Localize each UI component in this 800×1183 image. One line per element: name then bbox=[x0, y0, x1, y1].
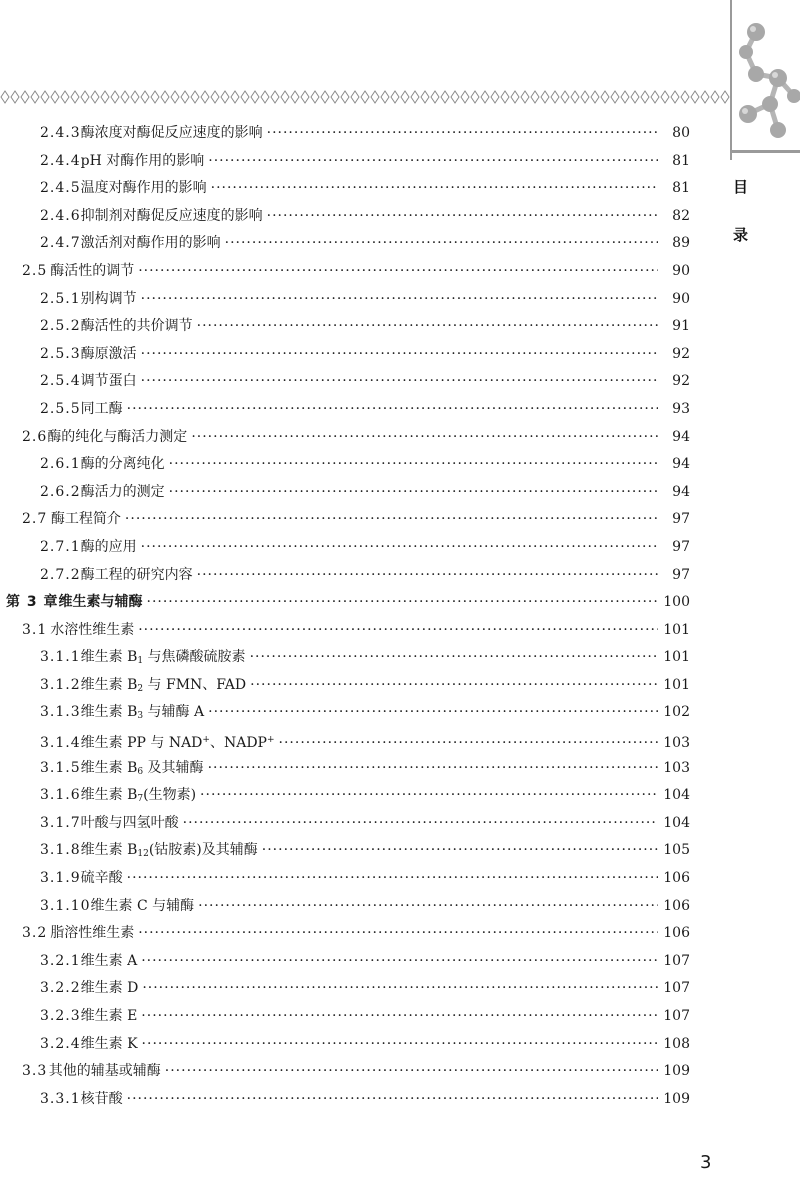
toc-leader-dots bbox=[197, 313, 658, 341]
toc-entry[interactable] bbox=[0, 1058, 700, 1086]
toc-entry-number: 2.4.4 bbox=[40, 152, 81, 169]
toc-entry-title-text: 维生素 E bbox=[80, 1008, 138, 1024]
toc-entry-page: 93 bbox=[672, 400, 690, 417]
toc-entry-title bbox=[81, 313, 193, 341]
toc-entry-title bbox=[81, 148, 205, 176]
toc-entry[interactable] bbox=[0, 699, 700, 727]
toc-entry-subscript: 3 bbox=[137, 711, 144, 722]
toc-entry-title-text: 硫辛酸 bbox=[80, 870, 123, 887]
toc-entry-page: 101 bbox=[663, 621, 690, 638]
toc-leader-dots bbox=[200, 782, 658, 810]
toc-entry-subscript: 12 bbox=[137, 849, 149, 860]
toc-entry-number: 3.3 bbox=[22, 1063, 48, 1080]
toc-entry-subscript: 6 bbox=[137, 766, 144, 777]
toc-entry[interactable] bbox=[0, 313, 700, 341]
toc-entry-title-text: 其他的辅基或辅酶 bbox=[48, 1063, 161, 1080]
molecule-icon bbox=[734, 18, 800, 148]
toc-entry-page: 101 bbox=[663, 649, 690, 666]
toc-entry-number: 2.6.2 bbox=[40, 483, 81, 500]
toc-leader-dots bbox=[267, 203, 658, 231]
toc-entry-title bbox=[81, 1086, 123, 1114]
toc-entry-page: 107 bbox=[663, 952, 690, 969]
toc-entry-title-text: 维生素 PP 与 NAD bbox=[80, 735, 203, 752]
toc-entry[interactable] bbox=[0, 589, 700, 617]
toc-entry-number: 2.4.6 bbox=[40, 207, 81, 224]
toc-entry[interactable] bbox=[0, 479, 700, 507]
toc-entry-number: 2.4.3 bbox=[40, 125, 81, 141]
toc-entry-title-text: 酶活性的共价调节 bbox=[80, 318, 193, 335]
toc-entry-title bbox=[81, 396, 123, 424]
side-rule-vertical bbox=[730, 0, 732, 160]
toc-entry-page: 100 bbox=[663, 594, 690, 611]
toc-entry[interactable] bbox=[0, 368, 700, 396]
toc-entry-number: 2.5 bbox=[22, 262, 48, 279]
toc-entry-title-text: 维生素 K bbox=[80, 1035, 138, 1052]
toc-entry-page: 108 bbox=[663, 1035, 690, 1052]
toc-entry-number: 3.1.5 bbox=[40, 759, 81, 776]
toc-entry-page: 90 bbox=[672, 262, 690, 279]
toc-entry-title-text: 维生素 B bbox=[80, 842, 138, 859]
toc-entry-number: 3.2.1 bbox=[40, 952, 81, 969]
toc-entry-title bbox=[81, 203, 263, 231]
toc-entry-number: 2.6 bbox=[22, 428, 48, 445]
toc-leader-dots bbox=[127, 1086, 658, 1114]
toc-entry-number: 3.2.3 bbox=[40, 1008, 81, 1024]
toc-entry-title-text: 酶的应用 bbox=[80, 538, 137, 555]
toc-entry-page: 101 bbox=[663, 676, 690, 693]
toc-entry-title-text: 酶活性的调节 bbox=[50, 262, 135, 279]
toc-entry-title-text: 别构调节 bbox=[80, 290, 137, 307]
toc-entry-number: 3.1.6 bbox=[40, 787, 81, 804]
toc-leader-dots bbox=[225, 230, 658, 258]
toc-entry-number: 2.5.3 bbox=[40, 345, 81, 362]
table-of-contents bbox=[0, 120, 700, 1113]
toc-leader-dots bbox=[125, 506, 658, 534]
toc-entry-page: 103 bbox=[663, 759, 690, 776]
toc-entry-number: 2.4.7 bbox=[40, 235, 81, 252]
toc-entry-title bbox=[47, 424, 187, 452]
toc-entry-title-text: 维生素 B bbox=[80, 759, 138, 776]
toc-entry-title bbox=[81, 341, 137, 369]
toc-entry-page: 109 bbox=[663, 1090, 690, 1107]
toc-entry-title bbox=[81, 286, 137, 314]
toc-entry[interactable] bbox=[0, 286, 700, 314]
toc-entry-page: 89 bbox=[672, 235, 690, 252]
toc-entry-title-text: 维生素与辅酶 bbox=[58, 594, 143, 611]
toc-leader-dots bbox=[197, 562, 658, 590]
toc-entry-page: 97 bbox=[672, 511, 690, 528]
toc-entry-page: 103 bbox=[663, 735, 690, 752]
toc-entry-page: 92 bbox=[672, 373, 690, 390]
toc-leader-dots bbox=[141, 534, 658, 562]
toc-leader-dots bbox=[250, 672, 658, 700]
toc-entry[interactable] bbox=[0, 148, 700, 176]
toc-entry-number: 2.7.1 bbox=[40, 538, 81, 555]
toc-entry-superscript: + bbox=[266, 735, 275, 746]
toc-entry-number: 3.3.1 bbox=[40, 1090, 81, 1107]
toc-entry-superscript: + bbox=[202, 735, 210, 746]
toc-entry-page: 104 bbox=[663, 814, 690, 831]
toc-leader-dots bbox=[198, 893, 658, 921]
toc-entry-title-text: 维生素 A bbox=[80, 952, 138, 969]
toc-entry-number: 第 3 章 bbox=[6, 594, 59, 611]
toc-entry-number: 2.7 bbox=[22, 511, 48, 528]
toc-entry-page: 106 bbox=[663, 897, 690, 914]
toc-entry-title bbox=[81, 975, 139, 1003]
toc-entry-number: 3.2 bbox=[22, 925, 48, 942]
toc-entry-title-text: 温度对酶作用的影响 bbox=[80, 180, 207, 197]
toc-leader-dots bbox=[208, 699, 658, 727]
toc-entry-title bbox=[81, 948, 138, 976]
toc-entry[interactable] bbox=[0, 451, 700, 479]
toc-entry[interactable] bbox=[0, 755, 700, 783]
toc-entry-title-text: 酶活力的测定 bbox=[80, 483, 165, 500]
toc-entry[interactable] bbox=[0, 203, 700, 231]
toc-entry-number: 3.1.4 bbox=[40, 735, 81, 752]
toc-entry-page: 109 bbox=[663, 1063, 690, 1080]
toc-entry-title-text: 脂溶性维生素 bbox=[50, 925, 135, 942]
toc-leader-dots bbox=[138, 258, 658, 286]
toc-entry-number: 2.4.5 bbox=[40, 180, 81, 197]
toc-entry-title-rest: 与焦磷酸硫胺素 bbox=[143, 649, 246, 666]
toc-entry[interactable] bbox=[0, 341, 700, 369]
toc-entry-page: 91 bbox=[672, 318, 690, 335]
toc-entry-number: 3.1.10 bbox=[40, 897, 91, 914]
toc-entry-title-text: 激活剂对酶作用的影响 bbox=[80, 235, 221, 252]
toc-entry-title-text: 维生素 B bbox=[80, 649, 138, 666]
toc-entry-number: 2.5.1 bbox=[40, 290, 81, 307]
toc-entry-number: 2.6.1 bbox=[40, 456, 81, 473]
toc-entry-title-text: 酶工程的研究内容 bbox=[80, 566, 193, 583]
toc-entry-number: 3.1.3 bbox=[40, 704, 81, 721]
decorative-border bbox=[0, 90, 730, 104]
toc-leader-dots bbox=[279, 730, 658, 758]
toc-entry-page: 107 bbox=[663, 1008, 690, 1024]
toc-entry[interactable] bbox=[0, 948, 700, 976]
toc-entry-page: 90 bbox=[672, 290, 690, 307]
toc-entry[interactable] bbox=[0, 920, 700, 948]
toc-entry-number: 3.1.2 bbox=[40, 676, 81, 693]
toc-entry[interactable] bbox=[0, 782, 700, 810]
toc-leader-dots bbox=[147, 589, 659, 617]
toc-leader-dots bbox=[141, 1003, 658, 1031]
toc-entry-title-text: 维生素 B bbox=[80, 704, 138, 721]
toc-entry[interactable] bbox=[0, 1003, 700, 1031]
toc-entry-page: 94 bbox=[672, 456, 690, 473]
toc-entry[interactable] bbox=[0, 644, 700, 672]
toc-entry-number: 3.2.2 bbox=[40, 980, 81, 997]
toc-entry-title-rest: 及其辅酶 bbox=[143, 759, 204, 776]
toc-entry-number: 3.1.7 bbox=[40, 814, 81, 831]
toc-entry-title-rest: 与 FMN、FAD bbox=[143, 676, 247, 693]
toc-entry-title-text: 调节蛋白 bbox=[80, 373, 137, 390]
toc-entry-title bbox=[81, 1003, 138, 1031]
toc-leader-dots bbox=[191, 424, 658, 452]
toc-entry[interactable] bbox=[0, 837, 700, 865]
toc-entry-title-text: 酶原激活 bbox=[80, 345, 137, 362]
toc-entry[interactable] bbox=[0, 865, 700, 893]
toc-leader-dots bbox=[262, 837, 658, 865]
toc-entry-subscript: 7 bbox=[137, 794, 144, 805]
toc-entry-title bbox=[81, 727, 275, 758]
toc-leader-dots bbox=[141, 368, 658, 396]
toc-entry-number: 2.5.2 bbox=[40, 318, 81, 335]
toc-entry[interactable] bbox=[0, 672, 700, 700]
toc-entry-page: 94 bbox=[672, 428, 690, 445]
toc-entry[interactable] bbox=[0, 534, 700, 562]
toc-entry-page: 104 bbox=[663, 787, 690, 804]
toc-leader-dots bbox=[165, 1058, 658, 1086]
toc-entry-number: 3.1.1 bbox=[40, 649, 81, 666]
toc-entry-page: 81 bbox=[672, 152, 690, 169]
toc-leader-dots bbox=[169, 451, 658, 479]
toc-entry-title bbox=[81, 865, 123, 893]
toc-entry-title-text: 酶的纯化与酶活力测定 bbox=[47, 428, 188, 445]
toc-entry-title-text: 维生素 B bbox=[80, 676, 138, 693]
toc-entry-title bbox=[81, 534, 137, 562]
toc-entry[interactable] bbox=[0, 1031, 700, 1059]
toc-entry[interactable] bbox=[0, 893, 700, 921]
toc-entry-title-text: 酶工程简介 bbox=[50, 511, 121, 528]
toc-entry-number: 3.2.4 bbox=[40, 1035, 81, 1052]
toc-entry[interactable] bbox=[0, 230, 700, 258]
toc-entry-title bbox=[51, 506, 121, 534]
toc-entry-page: 82 bbox=[672, 207, 690, 224]
toc-entry-title-rest: (钴胺素)及其辅酶 bbox=[148, 842, 258, 859]
toc-entry[interactable] bbox=[0, 1086, 700, 1114]
toc-entry-title-text: 酶的分离纯化 bbox=[80, 456, 165, 473]
toc-entry-title-text: 酶浓度对酶促反应速度的影响 bbox=[80, 125, 263, 141]
toc-entry-title-rest: (生物素) bbox=[143, 787, 197, 804]
toc-entry-title-text: 维生素 C 与辅酶 bbox=[90, 897, 195, 914]
toc-entry-title-rest: 、NADP bbox=[209, 735, 267, 752]
toc-leader-dots bbox=[208, 755, 658, 783]
toc-leader-dots bbox=[141, 286, 658, 314]
toc-entry-page: 81 bbox=[672, 180, 690, 197]
toc-entry-title-text: 叶酸与四氢叶酸 bbox=[80, 814, 179, 831]
toc-entry-title bbox=[91, 893, 195, 921]
toc-entry-number: 3.1 bbox=[22, 621, 48, 638]
toc-entry-title bbox=[50, 617, 134, 645]
toc-entry-page: 80 bbox=[672, 125, 690, 141]
toc-entry-page: 106 bbox=[663, 870, 690, 887]
side-title-char-2: 录 bbox=[733, 226, 749, 244]
toc-leader-dots bbox=[138, 920, 658, 948]
toc-entry-number: 3.1.9 bbox=[40, 870, 81, 887]
toc-entry-title bbox=[81, 562, 193, 590]
toc-entry[interactable] bbox=[0, 120, 700, 148]
toc-entry-title bbox=[81, 368, 137, 396]
toc-entry-title bbox=[81, 479, 165, 507]
toc-entry-page: 105 bbox=[663, 842, 690, 859]
toc-leader-dots bbox=[208, 148, 658, 176]
toc-entry-title-rest: 与辅酶 A bbox=[143, 704, 205, 721]
toc-entry-subscript: 2 bbox=[137, 683, 144, 694]
side-title-char-1: 目 bbox=[733, 178, 749, 196]
toc-entry[interactable] bbox=[0, 810, 700, 838]
toc-leader-dots bbox=[142, 1031, 658, 1059]
toc-entry-page: 92 bbox=[672, 345, 690, 362]
toc-entry-title-text: 同工酶 bbox=[80, 400, 123, 417]
toc-entry-title bbox=[81, 1031, 138, 1059]
toc-entry-title bbox=[81, 120, 263, 148]
toc-entry-title-text: 抑制剂对酶促反应速度的影响 bbox=[80, 207, 263, 224]
toc-leader-dots bbox=[141, 948, 658, 976]
toc-entry-title bbox=[59, 589, 143, 617]
toc-entry-title bbox=[50, 920, 134, 948]
toc-entry-page: 94 bbox=[672, 483, 690, 500]
toc-leader-dots bbox=[142, 975, 658, 1003]
toc-leader-dots bbox=[138, 617, 658, 645]
toc-entry-title-text: 维生素 D bbox=[80, 980, 139, 997]
toc-entry[interactable] bbox=[0, 258, 700, 286]
toc-entry-title bbox=[49, 1058, 161, 1086]
toc-entry-title-text: 水溶性维生素 bbox=[50, 621, 135, 638]
toc-leader-dots bbox=[250, 644, 658, 672]
toc-entry-page: 97 bbox=[672, 566, 690, 583]
toc-entry-number: 2.7.2 bbox=[40, 566, 81, 583]
toc-leader-dots bbox=[211, 175, 658, 203]
toc-entry[interactable] bbox=[0, 727, 700, 755]
toc-leader-dots bbox=[141, 341, 658, 369]
toc-entry-title bbox=[50, 258, 134, 286]
toc-leader-dots bbox=[127, 396, 658, 424]
toc-entry-title-text: 维生素 B bbox=[80, 787, 138, 804]
toc-entry[interactable] bbox=[0, 175, 700, 203]
toc-entry-number: 2.5.4 bbox=[40, 373, 81, 390]
toc-leader-dots bbox=[183, 810, 658, 838]
toc-entry[interactable] bbox=[0, 562, 700, 590]
toc-entry-title bbox=[81, 810, 179, 838]
toc-entry[interactable] bbox=[0, 424, 700, 452]
toc-entry-page: 97 bbox=[672, 538, 690, 555]
toc-leader-dots bbox=[267, 120, 658, 148]
toc-leader-dots bbox=[169, 479, 658, 507]
side-rule-horizontal bbox=[730, 150, 800, 153]
toc-entry-title-text: pH 对酶作用的影响 bbox=[80, 152, 205, 169]
toc-entry-page: 107 bbox=[663, 980, 690, 997]
toc-entry-number: 2.5.5 bbox=[40, 400, 81, 417]
toc-entry-title bbox=[81, 451, 165, 479]
toc-entry[interactable] bbox=[0, 617, 700, 645]
toc-entry-page: 106 bbox=[663, 925, 690, 942]
toc-entry-title bbox=[81, 175, 207, 203]
toc-entry[interactable] bbox=[0, 975, 700, 1003]
toc-leader-dots bbox=[127, 865, 658, 893]
toc-entry-subscript: 1 bbox=[137, 656, 144, 667]
toc-entry-title-text: 核苷酸 bbox=[80, 1090, 123, 1107]
page-number: 3 bbox=[700, 1152, 712, 1173]
toc-entry[interactable] bbox=[0, 506, 700, 534]
toc-entry-number: 3.1.8 bbox=[40, 842, 81, 859]
toc-entry[interactable] bbox=[0, 396, 700, 424]
toc-entry-title bbox=[81, 230, 221, 258]
toc-entry-page: 102 bbox=[663, 704, 690, 721]
